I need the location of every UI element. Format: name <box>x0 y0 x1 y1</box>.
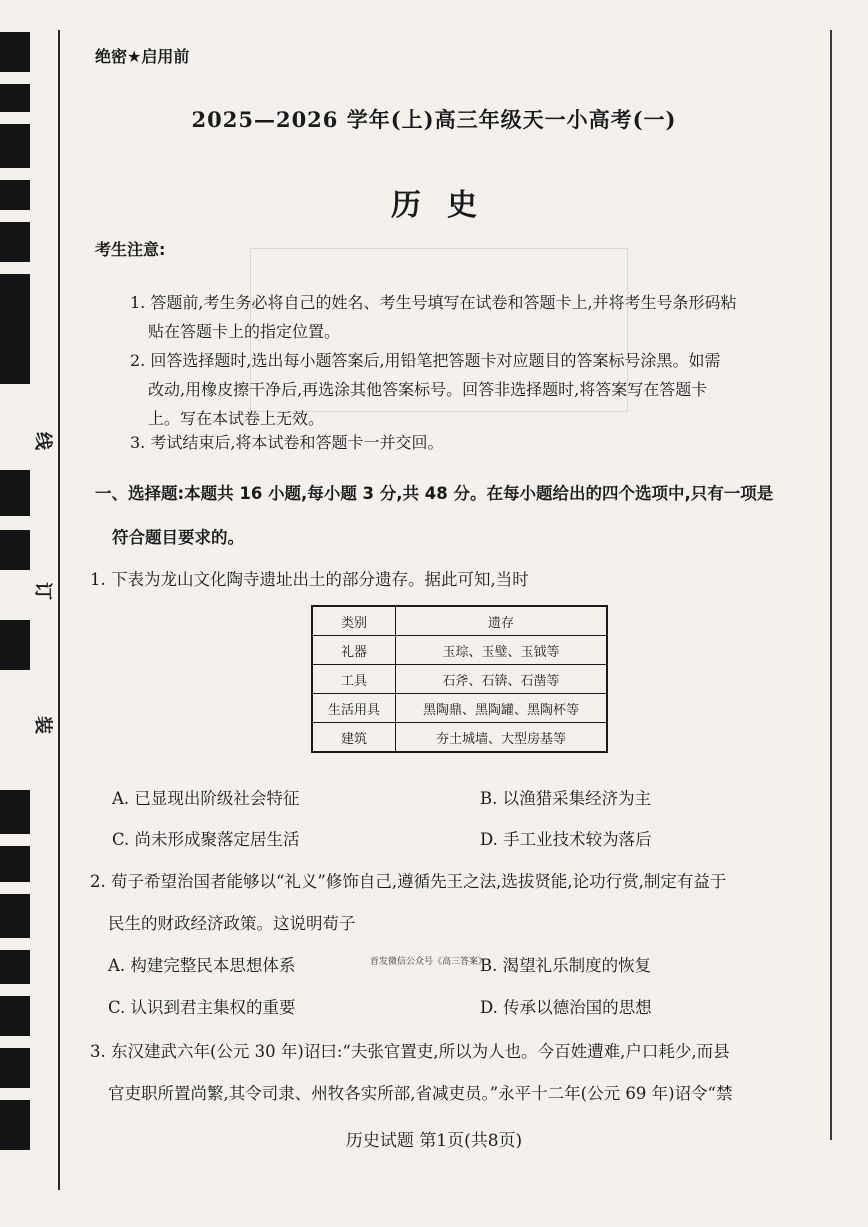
table-row <box>312 636 607 665</box>
table-cell: 玉琮、玉璧、玉钺等 <box>396 636 608 665</box>
binding-bar <box>0 1048 30 1088</box>
table-row <box>312 723 607 753</box>
table-header-category: 类别 <box>312 606 396 636</box>
question-1-option-a[interactable]: A. 已显现出阶级社会特征 <box>112 789 300 808</box>
question-2-option-d[interactable]: D. 传承以德治国的思想 <box>480 998 652 1017</box>
table-cell: 黑陶鼎、黑陶罐、黑陶杯等 <box>396 694 608 723</box>
binding-bar <box>0 996 30 1036</box>
watermark-text: 首发微信公众号《高三答案》 <box>370 957 488 967</box>
section-heading: 一、选择题:本题共 16 小题,每小题 3 分,共 48 分。在每小题给出的四个选项中,只有一项是 <box>95 484 774 503</box>
table-header-row <box>312 606 607 636</box>
notice-line: 2. 回答选择题时,选出每小题答案后,用铅笔把答题卡对应题目的答案标号涂黑。如需 <box>130 351 721 370</box>
notice-line: 改动,用橡皮擦干净后,再选涂其他答案标号。回答非选择题时,将答案写在答题卡 <box>148 380 708 399</box>
page-footer: 历史试题 第1页(共8页) <box>345 1131 523 1151</box>
question-2-option-a[interactable]: A. 构建完整民本思想体系 <box>108 956 296 975</box>
binding-bar <box>0 790 30 834</box>
notice-line: 贴在答题卡上的指定位置。 <box>148 322 341 341</box>
binding-bar <box>0 530 30 570</box>
binding-bar <box>0 894 30 938</box>
question-2-option-b[interactable]: B. 渴望礼乐制度的恢复 <box>480 956 652 975</box>
binding-bar <box>0 222 30 262</box>
binding-bar <box>0 32 30 72</box>
binding-bar <box>0 620 30 670</box>
notice-heading: 考生注意: <box>95 240 166 259</box>
table-cell: 工具 <box>312 665 396 694</box>
table-row <box>312 694 607 723</box>
confidential-mark: 绝密★启用前 <box>95 47 190 66</box>
binding-label-zhuang: 装 <box>32 716 53 734</box>
question-2-option-c[interactable]: C. 认识到君主集权的重要 <box>108 998 296 1017</box>
table-cell: 石斧、石锛、石凿等 <box>396 665 608 694</box>
table-cell: 建筑 <box>312 723 396 753</box>
exam-title: 2025—2026 学年(上)高三年级天一小高考(一) <box>191 107 677 132</box>
question-3-stem: 3. 东汉建武六年(公元 30 年)诏曰:“夫张官置吏,所以为人也。今百姓遭难,户口耗少,而县 <box>90 1042 730 1061</box>
table-cell: 生活用具 <box>312 694 396 723</box>
subject-title: 历史 <box>391 188 503 223</box>
binding-bar <box>0 846 30 882</box>
binding-label-ding: 订 <box>32 582 53 600</box>
notice-line: 上。写在本试卷上无效。 <box>148 409 325 428</box>
table-cell: 夯土城墙、大型房基等 <box>396 723 608 753</box>
table-header-relics: 遗存 <box>396 606 608 636</box>
question-1-stem: 1. 下表为龙山文化陶寺遗址出土的部分遗存。据此可知,当时 <box>90 570 529 589</box>
relics-table <box>311 605 608 753</box>
notice-line: 3. 考试结束后,将本试卷和答题卡一并交回。 <box>130 433 444 452</box>
binding-bar <box>0 950 30 984</box>
binding-bar <box>0 470 30 516</box>
binding-bar <box>0 274 30 384</box>
question-1-option-b[interactable]: B. 以渔猎采集经济为主 <box>480 789 652 808</box>
question-2-stem: 2. 荀子希望治国者能够以“礼义”修饰自己,遵循先王之法,选拔贤能,论功行赏,制定有益于 <box>90 872 727 891</box>
notice-line: 1. 答题前,考生务必将自己的姓名、考生号填写在试卷和答题卡上,并将考生号条形码粘 <box>130 293 737 312</box>
table-cell: 礼器 <box>312 636 396 665</box>
question-1-option-c[interactable]: C. 尚未形成聚落定居生活 <box>112 830 300 849</box>
binding-label-xian: 线 <box>32 432 53 450</box>
table-row <box>312 665 607 694</box>
question-2-stem-cont: 民生的财政经济政策。这说明荀子 <box>108 914 356 933</box>
question-3-stem-cont: 官吏职所置尚繁,其令司隶、州牧各实所部,省减吏员。”永平十二年(公元 69 年)诏令“禁 <box>108 1084 733 1103</box>
section-heading-cont: 符合题目要求的。 <box>112 528 244 547</box>
question-1-option-d[interactable]: D. 手工业技术较为落后 <box>480 830 652 849</box>
